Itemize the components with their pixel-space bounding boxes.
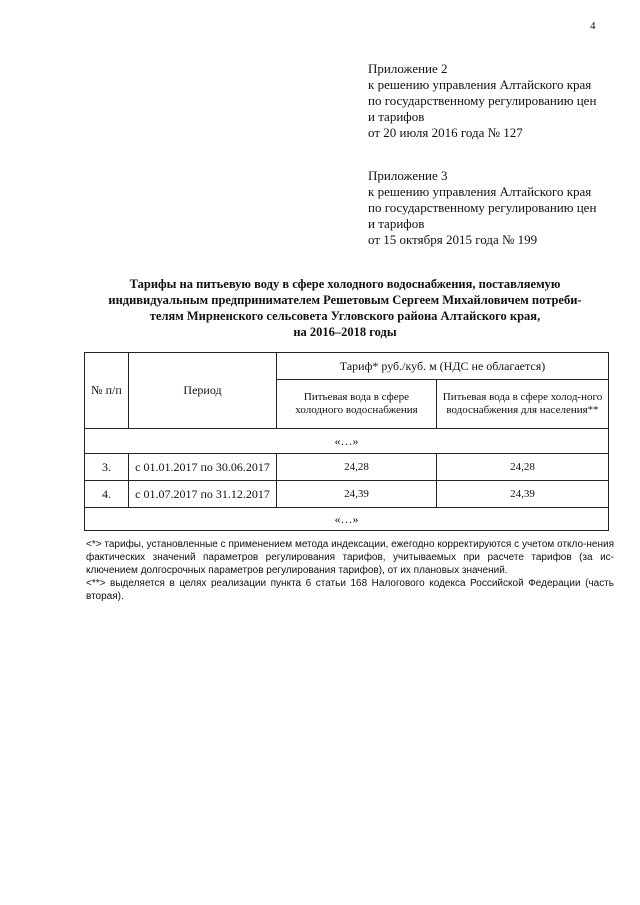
cell-tariff: 24,28	[277, 454, 437, 481]
table-header-row	[85, 353, 609, 380]
table-gap-row	[85, 429, 609, 454]
table-row	[85, 481, 609, 508]
gap-marker: «…»	[85, 508, 609, 531]
appendix-3-line: к решению управления Алтайского края	[368, 184, 592, 199]
appendix-3-line: и тарифов	[368, 216, 425, 231]
appendix-2-line: Приложение 2	[368, 61, 448, 76]
title-line: Тарифы на питьевую воду в сфере холодного водоснабжения, поставляемую	[129, 277, 561, 291]
tariff-table	[84, 352, 609, 531]
header-number: № п/п	[85, 353, 129, 429]
gap-marker: «…»	[85, 429, 609, 454]
table-gap-row	[85, 508, 609, 531]
appendix-3-line: Приложение 3	[368, 168, 448, 183]
appendix-3-block	[368, 168, 628, 248]
appendix-2-line: к решению управления Алтайского края	[368, 77, 592, 92]
table-row	[85, 454, 609, 481]
footnote-2: <**> выделяется в целях реализации пункта 6 статьи 168 Налогового кодекса Российской Федерации (часть вторая).	[86, 578, 614, 602]
cell-tariff: 24,39	[277, 481, 437, 508]
footnote-1: <*> тарифы, установленные с применением метода индексации, ежегодно корректируются с учетом откло-нения фактических значений параметров регулирования тарифов, учитываемых при расчете тарифов (за ис-ключением долгосрочных параметров регулирования тарифов), от их плановых значений.	[86, 539, 614, 576]
header-period: Период	[129, 353, 277, 429]
appendix-2-line: от 20 июля 2016 года № 127	[368, 125, 523, 140]
footnotes	[86, 538, 614, 603]
appendix-3-line: от 15 октября 2015 года № 199	[368, 232, 538, 247]
title-line: на 2016–2018 годы	[293, 325, 397, 339]
document-title	[80, 276, 610, 340]
cell-tariff-population: 24,28	[437, 454, 609, 481]
cell-number: 4.	[85, 481, 129, 508]
title-line: индивидуальным предпринимателем Решетовым Сергеем Михайловичем потреби-	[108, 293, 582, 307]
appendix-3-line: по государственному регулированию цен	[368, 200, 597, 215]
appendix-2-line: по государственному регулированию цен	[368, 93, 597, 108]
header-drinking-water-population: Питьевая вода в сфере холод-ного водоснабжения для населения**	[437, 380, 609, 429]
cell-tariff-population: 24,39	[437, 481, 609, 508]
page-number: 4	[590, 20, 596, 32]
title-line: телям Мирненского сельсовета Угловского района Алтайского края,	[149, 309, 541, 323]
appendix-2-block	[368, 61, 628, 141]
header-drinking-water: Питьевая вода в сфере холодного водоснабжения	[277, 380, 437, 429]
cell-period: с 01.01.2017 по 30.06.2017	[129, 454, 277, 481]
appendix-2-line: и тарифов	[368, 109, 425, 124]
cell-number: 3.	[85, 454, 129, 481]
cell-period: с 01.07.2017 по 31.12.2017	[129, 481, 277, 508]
header-tariff-group: Тариф* руб./куб. м (НДС не облагается)	[277, 353, 609, 380]
